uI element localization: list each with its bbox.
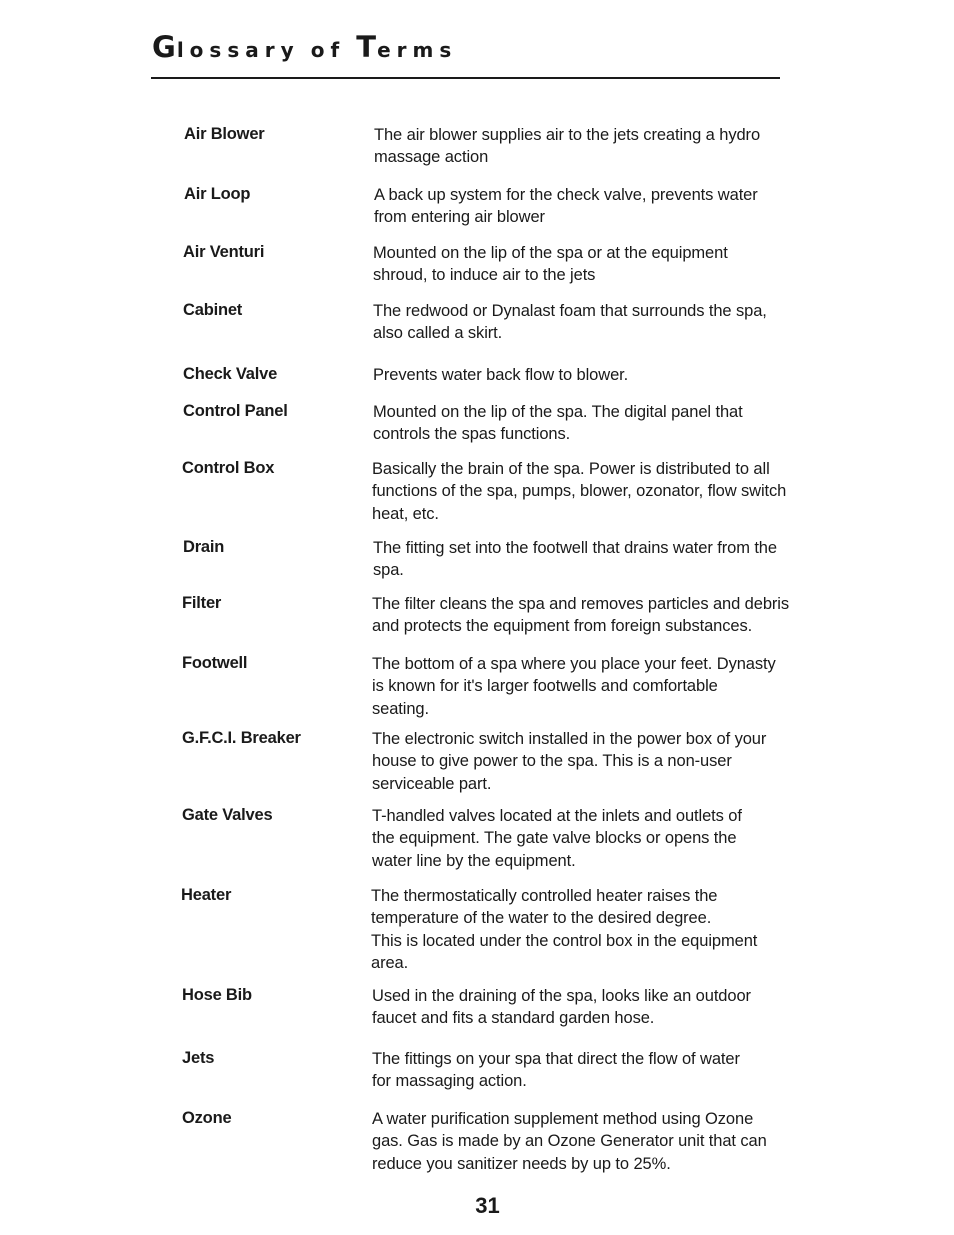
glossary-definition bbox=[373, 300, 803, 345]
definition-line: serviceable part. bbox=[372, 774, 492, 793]
title-word: Glossary bbox=[152, 30, 300, 64]
glossary-definition bbox=[372, 805, 802, 872]
definition-line: massage action bbox=[374, 148, 489, 167]
definition-line: Prevents water back flow to blower. bbox=[373, 366, 629, 384]
definition-line: The electronic switch installed in the power box of your bbox=[372, 730, 767, 748]
glossary-definition bbox=[374, 124, 804, 169]
definition-line: The air blower supplies air to the jets creating a hydro bbox=[374, 126, 761, 144]
definition-line: is known for it's larger footwells and comfortable bbox=[372, 677, 718, 696]
definition-line: house to give power to the spa. This is a non-user bbox=[372, 752, 732, 771]
definition-line: The fittings on your spa that direct the flow of water bbox=[372, 1050, 740, 1068]
definition-line: from entering air blower bbox=[374, 208, 545, 227]
definition-line: gas. Gas is made by an Ozone Generator unit that can bbox=[372, 1132, 767, 1151]
glossary-definition bbox=[374, 184, 804, 229]
glossary-term: Footwell bbox=[182, 654, 248, 672]
definition-line: for massaging action. bbox=[372, 1072, 527, 1091]
definition-line: seating. bbox=[372, 699, 429, 718]
definition-line: The bottom of a spa where you place your feet. Dynasty bbox=[372, 655, 776, 673]
glossary-term: Drain bbox=[183, 538, 225, 556]
glossary-term: Jets bbox=[182, 1049, 215, 1067]
glossary-definition bbox=[372, 653, 802, 720]
definition-line: Mounted on the lip of the spa. The digital panel that bbox=[373, 403, 743, 421]
glossary-definition bbox=[372, 1048, 802, 1093]
definition-line: area. bbox=[371, 953, 409, 972]
page-number: 31 bbox=[475, 1193, 500, 1218]
page-title bbox=[152, 30, 457, 64]
definition-line: The thermostatically controlled heater raises the bbox=[371, 887, 718, 905]
glossary-term: Gate Valves bbox=[182, 806, 273, 824]
definition-line: Basically the brain of the spa. Power is distributed to all bbox=[372, 460, 770, 478]
definition-line: water line by the equipment. bbox=[372, 851, 576, 870]
definition-line: also called a skirt. bbox=[373, 324, 503, 343]
definition-line: functions of the spa, pumps, blower, ozonator, flow switch bbox=[372, 482, 787, 501]
definition-line: the equipment. The gate valve blocks or opens the bbox=[372, 829, 737, 848]
glossary-term: Control Panel bbox=[183, 402, 288, 420]
glossary-term: Ozone bbox=[182, 1109, 232, 1127]
definition-line: The fitting set into the footwell that drains water from the bbox=[373, 539, 777, 557]
definition-line: T-handled valves located at the inlets and outlets of bbox=[372, 807, 742, 825]
title-divider bbox=[151, 77, 780, 79]
glossary-definition bbox=[373, 364, 803, 386]
glossary-term: G.F.C.I. Breaker bbox=[182, 729, 301, 747]
glossary-definition bbox=[373, 401, 803, 446]
definition-line: The filter cleans the spa and removes particles and debris bbox=[372, 595, 790, 613]
title-word: Terms bbox=[356, 30, 458, 64]
glossary-term: Control Box bbox=[182, 459, 275, 477]
definition-line: spa. bbox=[373, 561, 404, 580]
definition-line: The redwood or Dynalast foam that surrounds the spa, bbox=[373, 302, 767, 320]
glossary-term: Air Loop bbox=[184, 185, 251, 203]
glossary-definition bbox=[372, 458, 802, 525]
glossary-definition bbox=[372, 985, 802, 1030]
definition-line: faucet and fits a standard garden hose. bbox=[372, 1009, 655, 1028]
definition-line: and protects the equipment from foreign substances. bbox=[372, 617, 753, 636]
glossary-definition bbox=[372, 1108, 802, 1175]
glossary-term: Hose Bib bbox=[182, 986, 252, 1004]
glossary-definition bbox=[371, 885, 801, 974]
definition-line: controls the spas functions. bbox=[373, 425, 571, 444]
glossary-term: Heater bbox=[181, 886, 232, 904]
glossary-definition bbox=[373, 242, 803, 287]
glossary-term: Filter bbox=[182, 594, 222, 612]
title-word: of bbox=[310, 38, 346, 62]
definition-line: A water purification supplement method using Ozone bbox=[372, 1110, 754, 1128]
definition-line: temperature of the water to the desired degree. bbox=[371, 909, 712, 928]
glossary-definition bbox=[372, 593, 802, 638]
glossary-definition bbox=[372, 728, 802, 795]
definition-line: Mounted on the lip of the spa or at the equipment bbox=[373, 244, 728, 262]
glossary-term: Check Valve bbox=[183, 365, 278, 383]
definition-line: This is located under the control box in the equipment bbox=[371, 931, 758, 950]
glossary-term: Air Venturi bbox=[183, 243, 265, 261]
glossary-definition bbox=[373, 537, 803, 582]
definition-line: A back up system for the check valve, prevents water bbox=[374, 186, 758, 204]
glossary-term: Air Blower bbox=[184, 125, 265, 143]
definition-line: Used in the draining of the spa, looks like an outdoor bbox=[372, 987, 751, 1005]
definition-line: shroud, to induce air to the jets bbox=[373, 266, 596, 285]
glossary-term: Cabinet bbox=[183, 301, 243, 319]
definition-line: heat, etc. bbox=[372, 504, 439, 523]
definition-line: reduce you sanitizer needs by up to 25%. bbox=[372, 1154, 671, 1173]
